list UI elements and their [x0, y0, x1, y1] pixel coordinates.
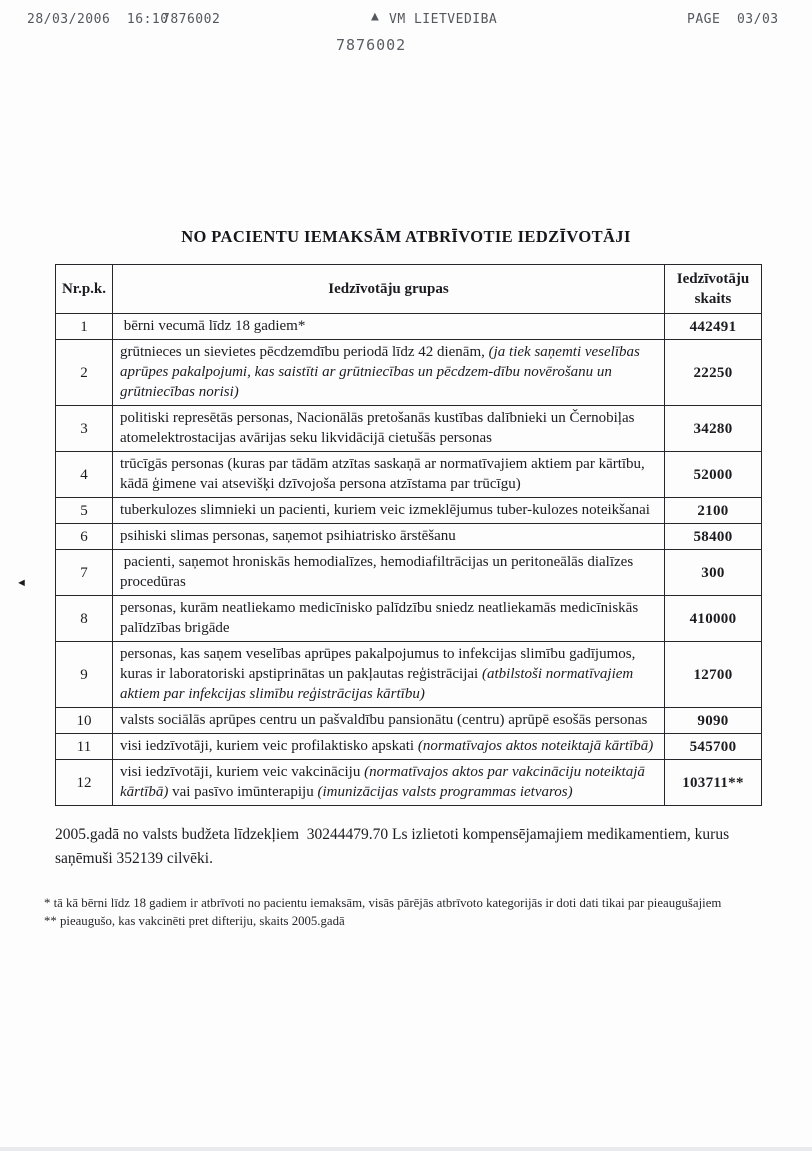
group-text: visi iedzīvotāji, kuriem veic profilaktisko apskati	[120, 738, 418, 754]
row-number-cell: 1	[56, 314, 113, 340]
group-text-italic: (atbilstoši normatīvajiem aktiem par infekcijas slimību reģistrācijas kārtību)	[120, 666, 637, 702]
population-count-cell: 410000	[665, 596, 762, 642]
row-number-cell: 3	[56, 406, 113, 452]
row-number-cell: 6	[56, 524, 113, 550]
group-description-cell	[113, 760, 665, 806]
group-description-cell	[113, 642, 665, 708]
group-description-cell	[113, 708, 665, 734]
table-header-row	[56, 265, 762, 314]
column-header-number: Nr.p.k.	[56, 265, 113, 314]
population-count-cell: 58400	[665, 524, 762, 550]
group-description-cell	[113, 734, 665, 760]
row-number-cell: 4	[56, 452, 113, 498]
row-number-cell: 2	[56, 340, 113, 406]
table-row	[56, 708, 762, 734]
row-number-cell: 7	[56, 550, 113, 596]
table-row	[56, 734, 762, 760]
fax-stamp-number: 7876002	[336, 36, 407, 54]
population-count-cell: 545700	[665, 734, 762, 760]
row-number-cell: 11	[56, 734, 113, 760]
table-row	[56, 314, 762, 340]
group-text: personas, kurām neatliekamo medicīnisko palīdzību sniedz neatliekamās medicīniskās palīdzības brigāde	[120, 600, 642, 636]
group-text: vai pasīvo imūnterapiju	[168, 784, 318, 800]
group-text-italic: (imunizācijas valsts programmas ietvaros)	[317, 784, 573, 800]
population-count-cell: 103711**	[665, 760, 762, 806]
column-header-count: Iedzīvotāju skaits	[665, 265, 762, 314]
fax-number: 7876002	[162, 12, 221, 27]
group-description-cell	[113, 550, 665, 596]
group-text: valsts sociālās aprūpes centru un pašvaldību pansionātu (centru) aprūpē esošās personas	[120, 712, 648, 728]
fax-sender: VM LIETVEDIBA	[389, 12, 498, 27]
group-description-cell	[113, 596, 665, 642]
group-text: psihiski slimas personas, saņemot psihiatrisko ārstēšanu	[120, 528, 456, 544]
group-description-cell	[113, 406, 665, 452]
table-row	[56, 550, 762, 596]
row-number-cell: 12	[56, 760, 113, 806]
group-text: pacienti, saņemot hroniskās hemodialīzes, hemodiafiltrācijas un peritoneālās dialīzes procedūras	[120, 554, 637, 590]
triangle-up-icon: ▲	[371, 9, 380, 24]
group-description-cell	[113, 314, 665, 340]
table-row	[56, 596, 762, 642]
group-text: grūtnieces un sievietes pēcdzemdību periodā līdz 42 dienām,	[120, 344, 489, 360]
row-number-cell: 10	[56, 708, 113, 734]
population-count-cell: 22250	[665, 340, 762, 406]
group-text: personas, kas saņem veselības aprūpes pakalpojumus to infekcijas slimību gadījumos, kuras ir laboratoriski apstiprinātas un pakļautas reģistrācijai	[120, 646, 640, 682]
group-text-italic: (normatīvajos aktos par vakcināciju noteiktajā kārtībā)	[120, 764, 649, 800]
population-count-cell: 12700	[665, 642, 762, 708]
group-text: trūcīgās personas (kuras par tādām atzītas saskaņā ar normatīvajiem aktiem par kārtību, kādā ģimene vai atsevišķi dzīvojoša persona atzīstama par trūcīgu)	[120, 456, 649, 492]
footnote-1: * tā kā bērni līdz 18 gadiem ir atbrīvoti no pacientu iemaksām, visās pārējās atbrīvoto kategorijās ir doti dati tikai par pieaugušajiem	[44, 896, 722, 910]
group-text: politiski represētās personas, Nacionālās pretošanās kustības dalībnieki un Černobiļas atomelektrostacijas avārijas seku likvidācijā cietušās personas	[120, 410, 639, 446]
row-number-cell: 5	[56, 498, 113, 524]
table-row	[56, 524, 762, 550]
row-number-cell: 9	[56, 642, 113, 708]
row-number-cell: 8	[56, 596, 113, 642]
group-description-cell	[113, 498, 665, 524]
triangle-left-icon: ◄	[16, 577, 27, 589]
group-text-italic: (normatīvajos aktos noteiktajā kārtībā)	[417, 738, 654, 754]
table-row	[56, 340, 762, 406]
population-count-cell: 9090	[665, 708, 762, 734]
document-title: NO PACIENTU IEMAKSĀM ATBRĪVOTIE IEDZĪVOTĀJI	[181, 227, 631, 246]
table-row	[56, 498, 762, 524]
column-header-group: Iedzīvotāju grupas	[113, 265, 665, 314]
group-description-cell	[113, 452, 665, 498]
population-count-cell: 34280	[665, 406, 762, 452]
population-count-cell: 442491	[665, 314, 762, 340]
footnote-2: ** pieaugušo, kas vakcinēti pret difteriju, skaits 2005.gadā	[44, 913, 345, 928]
group-text-italic: (ja tiek saņemti veselības aprūpes pakalpojumi, kas saistīti ar grūtniecības un pēcdzem-dību novērošanu un grūtniecības norisi)	[120, 344, 644, 400]
group-description-cell	[113, 340, 665, 406]
group-description-cell	[113, 524, 665, 550]
table-row	[56, 642, 762, 708]
footnotes	[44, 895, 750, 930]
table-row	[56, 452, 762, 498]
fax-datetime: 28/03/2006 16:10	[27, 12, 169, 27]
summary-paragraph: 2005.gadā no valsts budžeta līdzekļiem 30244479.70 Ls izlietoti kompensējamajiem medikamentiem, kurus saņēmuši 352139 cilvēki.	[55, 826, 733, 867]
population-count-cell: 2100	[665, 498, 762, 524]
population-count-cell: 52000	[665, 452, 762, 498]
group-text: bērni vecumā līdz 18 gadiem*	[120, 318, 306, 334]
group-text: visi iedzīvotāji, kuriem veic vakcināciju	[120, 764, 365, 780]
table-row	[56, 406, 762, 452]
fax-page-indicator: PAGE 03/03	[687, 12, 779, 27]
table-row	[56, 760, 762, 806]
exempt-groups-table	[55, 264, 762, 806]
group-text: tuberkulozes slimnieki un pacienti, kuriem veic izmeklējumus tuber-kulozes noteikšanai	[120, 502, 650, 518]
population-count-cell: 300	[665, 550, 762, 596]
scan-edge	[0, 1147, 812, 1151]
